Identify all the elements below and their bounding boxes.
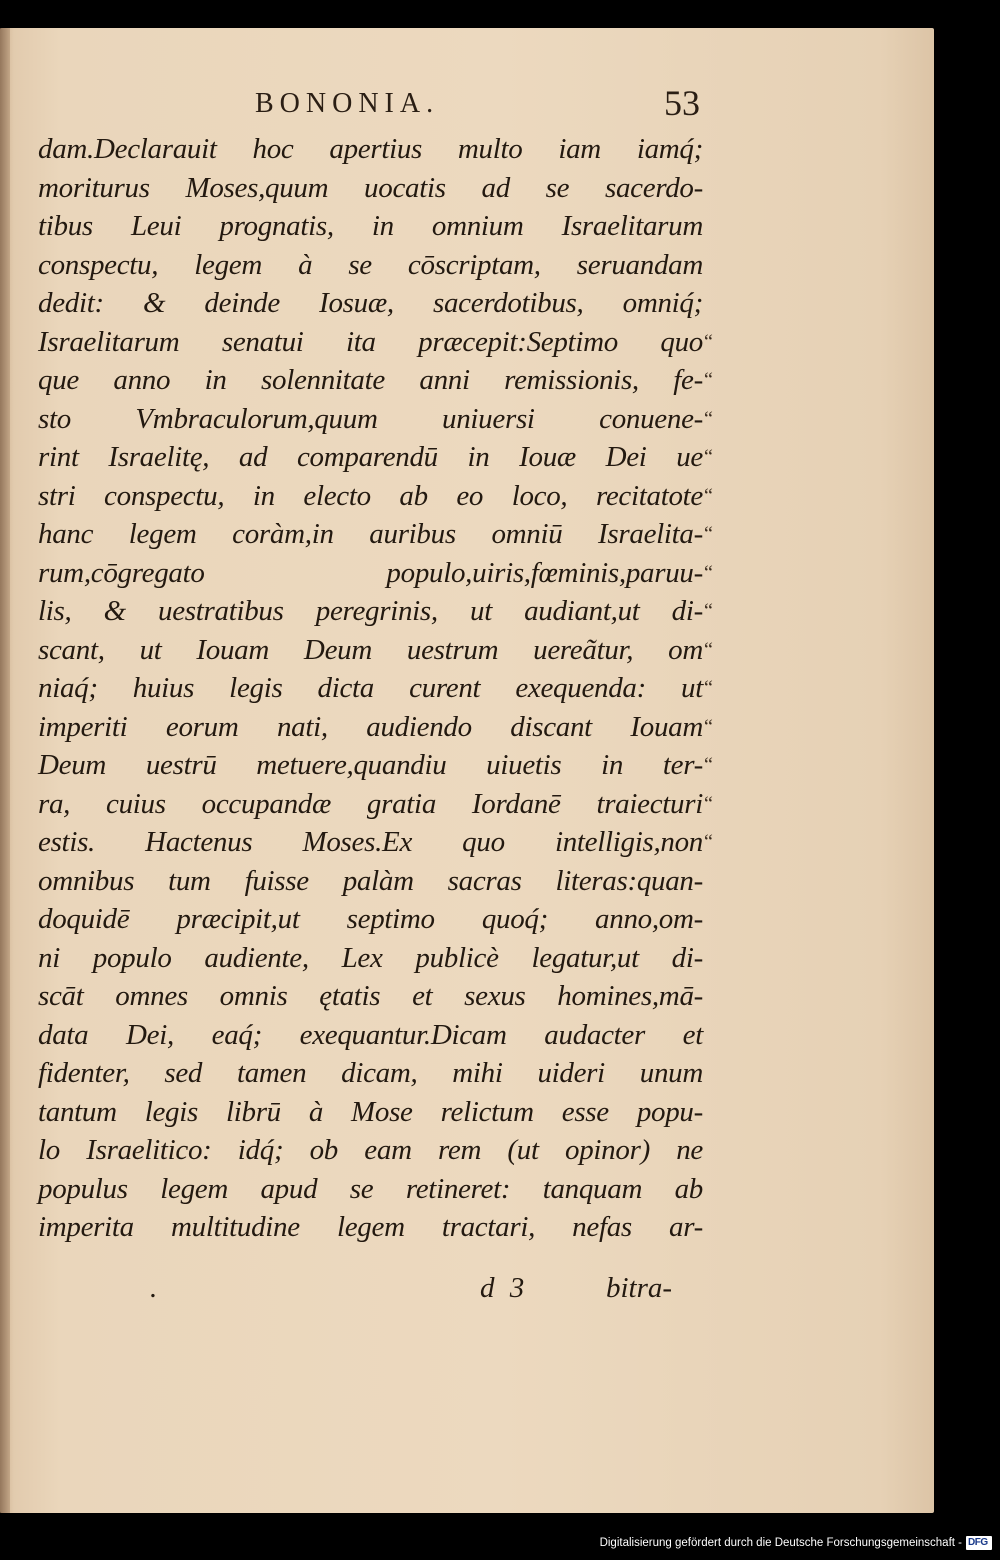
margin-mark: “ (704, 831, 713, 853)
margin-mark: “ (704, 407, 713, 430)
text-line: sto Vmbraculorum,quum uniuersi conuene- (38, 402, 703, 435)
text-line: rum,cōgregato populo,uiris,fœminis,paruu- (38, 556, 703, 589)
running-head (40, 82, 700, 132)
text-line: conspectu, legem à se cōscriptam, seruandam (38, 248, 703, 281)
text-line: ni populo audiente, Lex publicè legatur,ut di- (38, 941, 703, 974)
margin-mark (704, 130, 734, 169)
text-line: ra, cuius occupandæ gratia Iordanē traiecturi (38, 787, 703, 820)
text-line: lo Israelitico: idq́; ob eam rem (ut opinor) ne (38, 1134, 703, 1166)
page-number: 53 (664, 83, 700, 123)
text-line: data Dei, eaq́; exequantur.Dicam audacter et (38, 1018, 703, 1051)
margin-mark: “ (704, 638, 713, 661)
margin-mark (704, 246, 734, 285)
text-line: Israelitarum senatui ita præcepit:Septimo quo (38, 325, 703, 358)
text-line: niaq́; huius legis dicta curent exequenda: ut (38, 672, 703, 704)
body-text (38, 130, 703, 1247)
margin-mark: “ (704, 330, 713, 353)
text-line: stri conspectu, in electo ab eo loco, recitatote (38, 479, 703, 512)
margin-mark (704, 169, 734, 208)
margin-mark: “ (704, 754, 713, 776)
margin-mark (704, 284, 734, 323)
footer-dot: . (150, 1272, 158, 1304)
text-line: omnibus tum fuisse palàm sacras literas:quan- (38, 864, 703, 897)
text-line: rint Israelitę, ad comparendū in Iouæ Dei ue (38, 441, 703, 473)
text-line: dam.Declarauit hoc apertius multo iam iamq́; (38, 133, 703, 165)
page-footer (150, 1272, 690, 1312)
text-line: lis, & uestratibus peregrinis, ut audiant,ut di- (38, 595, 703, 627)
text-line: hanc legem coràm,in auribus omniū Israelita- (38, 518, 703, 550)
text-line: moriturus Moses,quum uocatis ad se sacerdo- (38, 171, 703, 204)
text-line: que anno in solennitate anni remissionis, fe- (38, 364, 703, 396)
text-line: doquidē præcipit,ut septimo quoq́; anno,om- (38, 903, 703, 935)
text-line: imperita multitudine legem tractari, nefas ar- (38, 1211, 703, 1243)
running-head-title: BONONIA. (255, 88, 440, 119)
margin-mark: “ (704, 369, 713, 391)
margin-mark: “ (704, 715, 713, 738)
dfg-logo-icon (966, 1536, 992, 1550)
margin-quote-marks (704, 130, 734, 862)
text-line: scāt omnes omnis ętatis et sexus homines,mā- (38, 980, 703, 1012)
text-line: estis. Hactenus Moses.Ex quo intelligis,non (38, 826, 703, 858)
text-line: scant, ut Iouam Deum uestrum uereãtur, om (38, 633, 703, 666)
margin-mark: “ (704, 792, 713, 815)
page-gutter-shadow (0, 28, 10, 1513)
catchword: bitra- (606, 1272, 673, 1304)
text-line: tantum legis librū à Mose relictum esse popu- (38, 1095, 703, 1128)
margin-mark: “ (704, 523, 713, 545)
margin-mark: “ (704, 561, 713, 584)
dfg-logo-text: DFG (968, 1537, 988, 1548)
signature-mark: d 3 (480, 1272, 529, 1304)
text-line: tibus Leui prognatis, in omnium Israelitarum (38, 210, 703, 242)
margin-mark (704, 207, 734, 246)
margin-mark: “ (704, 484, 713, 507)
margin-mark: “ (704, 446, 713, 468)
funding-credit (600, 1534, 992, 1552)
margin-mark: “ (704, 677, 713, 699)
text-line: Deum uestrū metuere,quandiu uiuetis in ter- (38, 749, 703, 781)
text-line: fidenter, sed tamen dicam, mihi uideri unum (38, 1057, 703, 1089)
text-line: dedit: & deinde Iosuæ, sacerdotibus, omniq́; (38, 287, 703, 319)
credit-text: Digitalisierung gefördert durch die Deutsche Forschungsgemeinschaft - (599, 1537, 962, 1549)
text-line: imperiti eorum nati, audiendo discant Iouam (38, 710, 703, 743)
text-line: populus legem apud se retineret: tanquam ab (38, 1172, 703, 1205)
margin-mark: “ (704, 600, 713, 622)
